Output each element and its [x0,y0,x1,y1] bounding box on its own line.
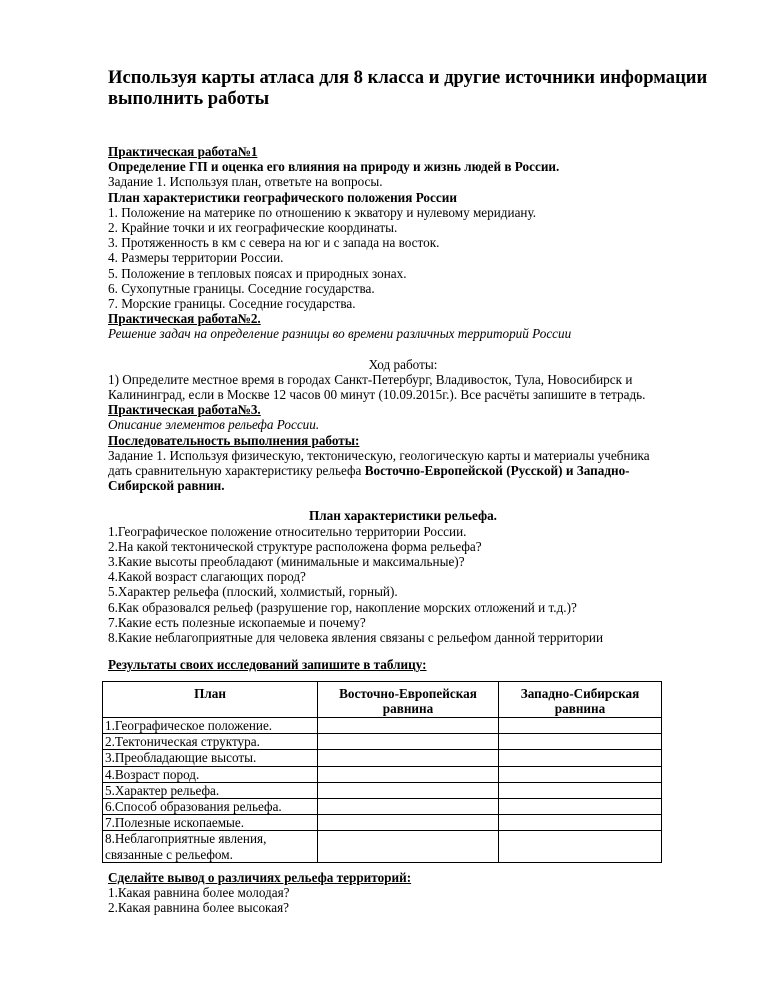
conclusion-title: Сделайте вывод о различиях рельефа территорий: [108,870,412,885]
work1-task: Задание 1. Используя план, ответьте на вопросы. [108,174,383,190]
table-cell-plan: 1.Географическое положение. [103,718,318,734]
work3-task-plain: дать сравнительную характеристику рельефа [108,463,365,479]
work2-task-line: Калининград, если в Москве 12 часов 00 минут (10.09.2015г.). Все расчёты запишите в тетрадь. [108,387,646,403]
table-row [103,799,662,815]
table-cell-empty[interactable] [318,799,499,815]
table-cell-plan: 8.Неблагоприятные явления, связанные с рельефом. [103,831,318,862]
table-cell-empty[interactable] [499,815,662,831]
work1-item: 5. Положение в тепловых поясах и природных зонах. [108,265,407,281]
work3-subtitle: Описание элементов рельефа России. [108,417,320,433]
table-cell-plan: 4.Возраст пород. [103,766,318,782]
work1-item: 1. Положение на материке по отношению к экватору и нулевому меридиану. [108,204,537,220]
work3-plan-item: 1.Географическое положение относительно территории России. [108,523,467,539]
conclusion-item: 1.Какая равнина более молодая? [108,885,290,901]
results-table [102,681,662,863]
table-cell-empty[interactable] [318,831,499,862]
work1-item: 2. Крайние точки и их географические координаты. [108,220,398,236]
work3-plan-item: 7.Какие есть полезные ископаемые и почему? [108,614,366,630]
table-row [103,815,662,831]
table-row [103,734,662,750]
table-cell-empty[interactable] [499,766,662,782]
table-cell-empty[interactable] [499,799,662,815]
table-cell-empty[interactable] [499,782,662,798]
table-cell-plan: 6.Способ образования рельефа. [103,799,318,815]
table-row [103,766,662,782]
work2-subtitle: Решение задач на определение разницы во времени различных территорий России [108,326,572,342]
document-body [108,144,698,673]
work3-sequence-title: Последовательность выполнения работы: [108,432,360,448]
work1-item: 3. Протяженность в км с севера на юг и с запада на восток. [108,235,440,251]
table-cell-plan: 3.Преобладающие высоты. [103,750,318,766]
work3-plan-item: 5.Характер рельефа (плоский, холмистый, горный). [108,584,398,600]
work1-plan-title: План характеристики географического положения России [108,189,457,205]
conclusion-item: 2.Какая равнина более высокая? [108,900,290,916]
table-cell-plan: 5.Характер рельефа. [103,782,318,798]
work3-plan-item: 2.На какой тектонической структуре расположена форма рельефа? [108,538,482,554]
table-cell-empty[interactable] [499,750,662,766]
table-header-west-siberian: Западно-Сибирская равнина [499,682,662,718]
table-row [103,831,662,862]
work3-task-bold: Восточно-Европейской (Русской) и Западно- [364,463,630,479]
table-row [103,750,662,766]
table-row [103,718,662,734]
work1-heading: Практическая работа№1 [108,144,258,159]
work1-item: 4. Размеры территории России. [108,250,284,266]
table-cell-empty[interactable] [499,718,662,734]
table-header-plan: План [103,682,318,718]
work3-plan-item: 6.Как образовался рельеф (разрушение гор, накопление морских отложений и т.д.)? [108,599,577,615]
work3-task-line [108,463,698,478]
work3-plan-title: План характеристики рельефа. [309,508,497,524]
work2-heading: Практическая работа№2. [108,311,261,327]
table-cell-empty[interactable] [318,815,499,831]
table-cell-empty[interactable] [318,734,499,750]
work3-plan-item: 8.Какие неблагоприятные для человека явления связаны с рельефом данной территории [108,630,604,646]
table-cell-empty[interactable] [318,766,499,782]
work3-task-line: Сибирской равнин. [108,478,225,494]
work1-item: 6. Сухопутные границы. Соседние государства. [108,280,375,296]
work1-item: 7. Морские границы. Соседние государства. [108,296,356,312]
table-cell-plan: 7.Полезные ископаемые. [103,815,318,831]
table-header-east-european: Восточно-Европейская равнина [318,682,499,718]
table-cell-plan: 2.Тектоническая структура. [103,734,318,750]
conclusion-section [108,870,698,916]
work3-heading: Практическая работа№3. [108,402,261,418]
work1-subtitle: Определение ГП и оценка его влияния на природу и жизнь людей в России. [108,159,560,175]
work2-progress-title: Ход работы: [368,356,438,372]
table-cell-empty[interactable] [318,718,499,734]
document-title: Используя карты атласа для 8 класса и другие источники информации выполнить работы [108,67,708,109]
work3-plan-item: 3.Какие высоты преобладают (минимальные и максимальные)? [108,554,465,570]
table-cell-empty[interactable] [318,750,499,766]
work3-results-title: Результаты своих исследований запишите в таблицу: [108,657,427,673]
work2-task-line: 1) Определите местное время в городах Санкт-Петербург, Владивосток, Тула, Новосибирск и [108,371,633,387]
table-row [103,782,662,798]
table-cell-empty[interactable] [499,734,662,750]
table-header-row [103,682,662,718]
work3-task-line: Задание 1. Используя физическую, тектоническую, геологическую карты и материалы учебника [108,447,650,463]
work3-plan-item: 4.Какой возраст слагающих пород? [108,569,306,585]
table-cell-empty[interactable] [499,831,662,862]
table-cell-empty[interactable] [318,782,499,798]
